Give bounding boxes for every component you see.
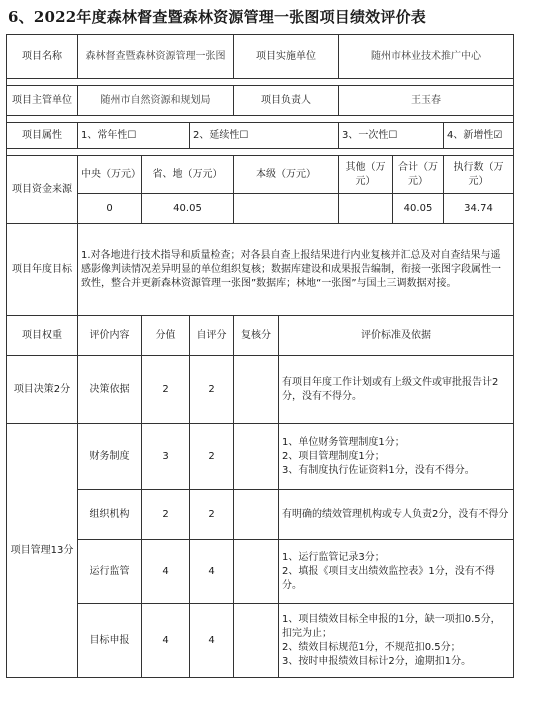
funding-local-value xyxy=(234,194,339,224)
eval-review-score xyxy=(234,490,279,540)
eval-criteria: 1、项目绩效目标全申报的1分，缺一项扣0.5分，扣完为止； 2、绩效目标规范1分，不规范扣0.5分； 3、按时申报绩效目标计2分，逾期扣1分。 xyxy=(279,604,514,678)
eval-review-score xyxy=(234,604,279,678)
manager-value: 王玉春 xyxy=(339,86,514,116)
funding-header-executed: 执行数（万元） xyxy=(444,156,514,194)
spacer-cell xyxy=(7,149,514,156)
spacer-cell xyxy=(7,79,514,86)
eval-header-content: 评价内容 xyxy=(78,316,142,356)
attr-label: 项目属性 xyxy=(7,123,78,149)
eval-self-score: 4 xyxy=(190,604,234,678)
attr-option-onetime: 3、一次性☐ xyxy=(339,123,444,149)
eval-row-target xyxy=(7,604,514,678)
eval-content: 决策依据 xyxy=(78,356,142,424)
eval-content: 组织机构 xyxy=(78,490,142,540)
attr-option-recurring: 1、常年性☐ xyxy=(78,123,190,149)
eval-header-weight: 项目权重 xyxy=(7,316,78,356)
manager-label: 项目负责人 xyxy=(234,86,339,116)
eval-criteria: 有项目年度工作计划或有上级文件或审批报告计2分，没有不得分。 xyxy=(279,356,514,424)
funding-header-province: 省、地（万元） xyxy=(142,156,234,194)
eval-row-supervision xyxy=(7,540,514,604)
group-name: 项目管理13分 xyxy=(7,424,78,678)
eval-header-criteria: 评价标准及依据 xyxy=(279,316,514,356)
supervisor-label: 项目主管单位 xyxy=(7,86,78,116)
page-title: 6、2022年度森林督查暨森林资源管理一张图项目绩效评价表 xyxy=(8,8,426,26)
funding-header-local: 本级（万元） xyxy=(234,156,339,194)
eval-criteria: 有明确的绩效管理机构或专人负责2分，没有不得分 xyxy=(279,490,514,540)
spacer-cell xyxy=(7,116,514,123)
funding-central-value: 0 xyxy=(78,194,142,224)
eval-self-score: 2 xyxy=(190,424,234,490)
funding-value-row xyxy=(7,194,514,224)
impl-unit-value: 随州市林业技术推广中心 xyxy=(339,35,514,79)
eval-score: 3 xyxy=(142,424,190,490)
eval-self-score: 2 xyxy=(190,490,234,540)
impl-unit-label: 项目实施单位 xyxy=(234,35,339,79)
eval-review-score xyxy=(234,424,279,490)
eval-header-row xyxy=(7,316,514,356)
funding-header-central: 中央（万元） xyxy=(78,156,142,194)
funding-label: 项目资金来源 xyxy=(7,156,78,224)
eval-header-score: 分值 xyxy=(142,316,190,356)
funding-executed-value: 34.74 xyxy=(444,194,514,224)
eval-score: 4 xyxy=(142,604,190,678)
attr-option-new: 4、新增性☑ xyxy=(444,123,514,149)
eval-header-review: 复核分 xyxy=(234,316,279,356)
goal-label: 项目年度目标 xyxy=(7,224,78,316)
funding-header-row xyxy=(7,156,514,194)
funding-header-other: 其他（万元） xyxy=(339,156,393,194)
eval-criteria: 1、运行监管记录3分； 2、填报《项目支出绩效监控表》1分，没有不得分。 xyxy=(279,540,514,604)
spacer xyxy=(7,116,514,123)
eval-content: 运行监管 xyxy=(78,540,142,604)
funding-header-total: 合计（万元） xyxy=(393,156,444,194)
funding-other-value xyxy=(339,194,393,224)
eval-score: 4 xyxy=(142,540,190,604)
eval-row-organization xyxy=(7,490,514,540)
info-row-2 xyxy=(7,86,514,116)
eval-content: 目标申报 xyxy=(78,604,142,678)
eval-review-score xyxy=(234,356,279,424)
eval-criteria: 1、单位财务管理制度1分； 2、项目管理制度1分； 3、有制度执行佐证资料1分，没有不得分。 xyxy=(279,424,514,490)
group-name: 项目决策2分 xyxy=(7,356,78,424)
goal-text: 1.对各地进行技术指导和质量检查；对各县自查上报结果进行内业复核并汇总及对自查结果与遥感影像判读情况差异明显的单位组织复核；数据库建设和成果报告编制，衔接一张图字段属性一致性，整合并更新森林资源管理一张图”数据库；林地“一张图”与国土三调数据对接。 xyxy=(78,224,514,316)
project-name-value: 森林督查暨森林资源管理一张图 xyxy=(78,35,234,79)
eval-score: 2 xyxy=(142,490,190,540)
project-name-label: 项目名称 xyxy=(7,35,78,79)
eval-self-score: 2 xyxy=(190,356,234,424)
spacer xyxy=(7,79,514,86)
goal-row xyxy=(7,224,514,316)
funding-total-value: 40.05 xyxy=(393,194,444,224)
eval-self-score: 4 xyxy=(190,540,234,604)
funding-province-value: 40.05 xyxy=(142,194,234,224)
eval-header-self: 自评分 xyxy=(190,316,234,356)
supervisor-value: 随州市自然资源和规划局 xyxy=(78,86,234,116)
info-row-1 xyxy=(7,35,514,79)
spacer xyxy=(7,149,514,156)
eval-score: 2 xyxy=(142,356,190,424)
eval-review-score xyxy=(234,540,279,604)
attribute-row xyxy=(7,123,514,149)
evaluation-table xyxy=(6,34,514,678)
eval-row-decision xyxy=(7,356,514,424)
attr-option-continuing: 2、延续性☐ xyxy=(190,123,339,149)
eval-row-finance xyxy=(7,424,514,490)
eval-content: 财务制度 xyxy=(78,424,142,490)
